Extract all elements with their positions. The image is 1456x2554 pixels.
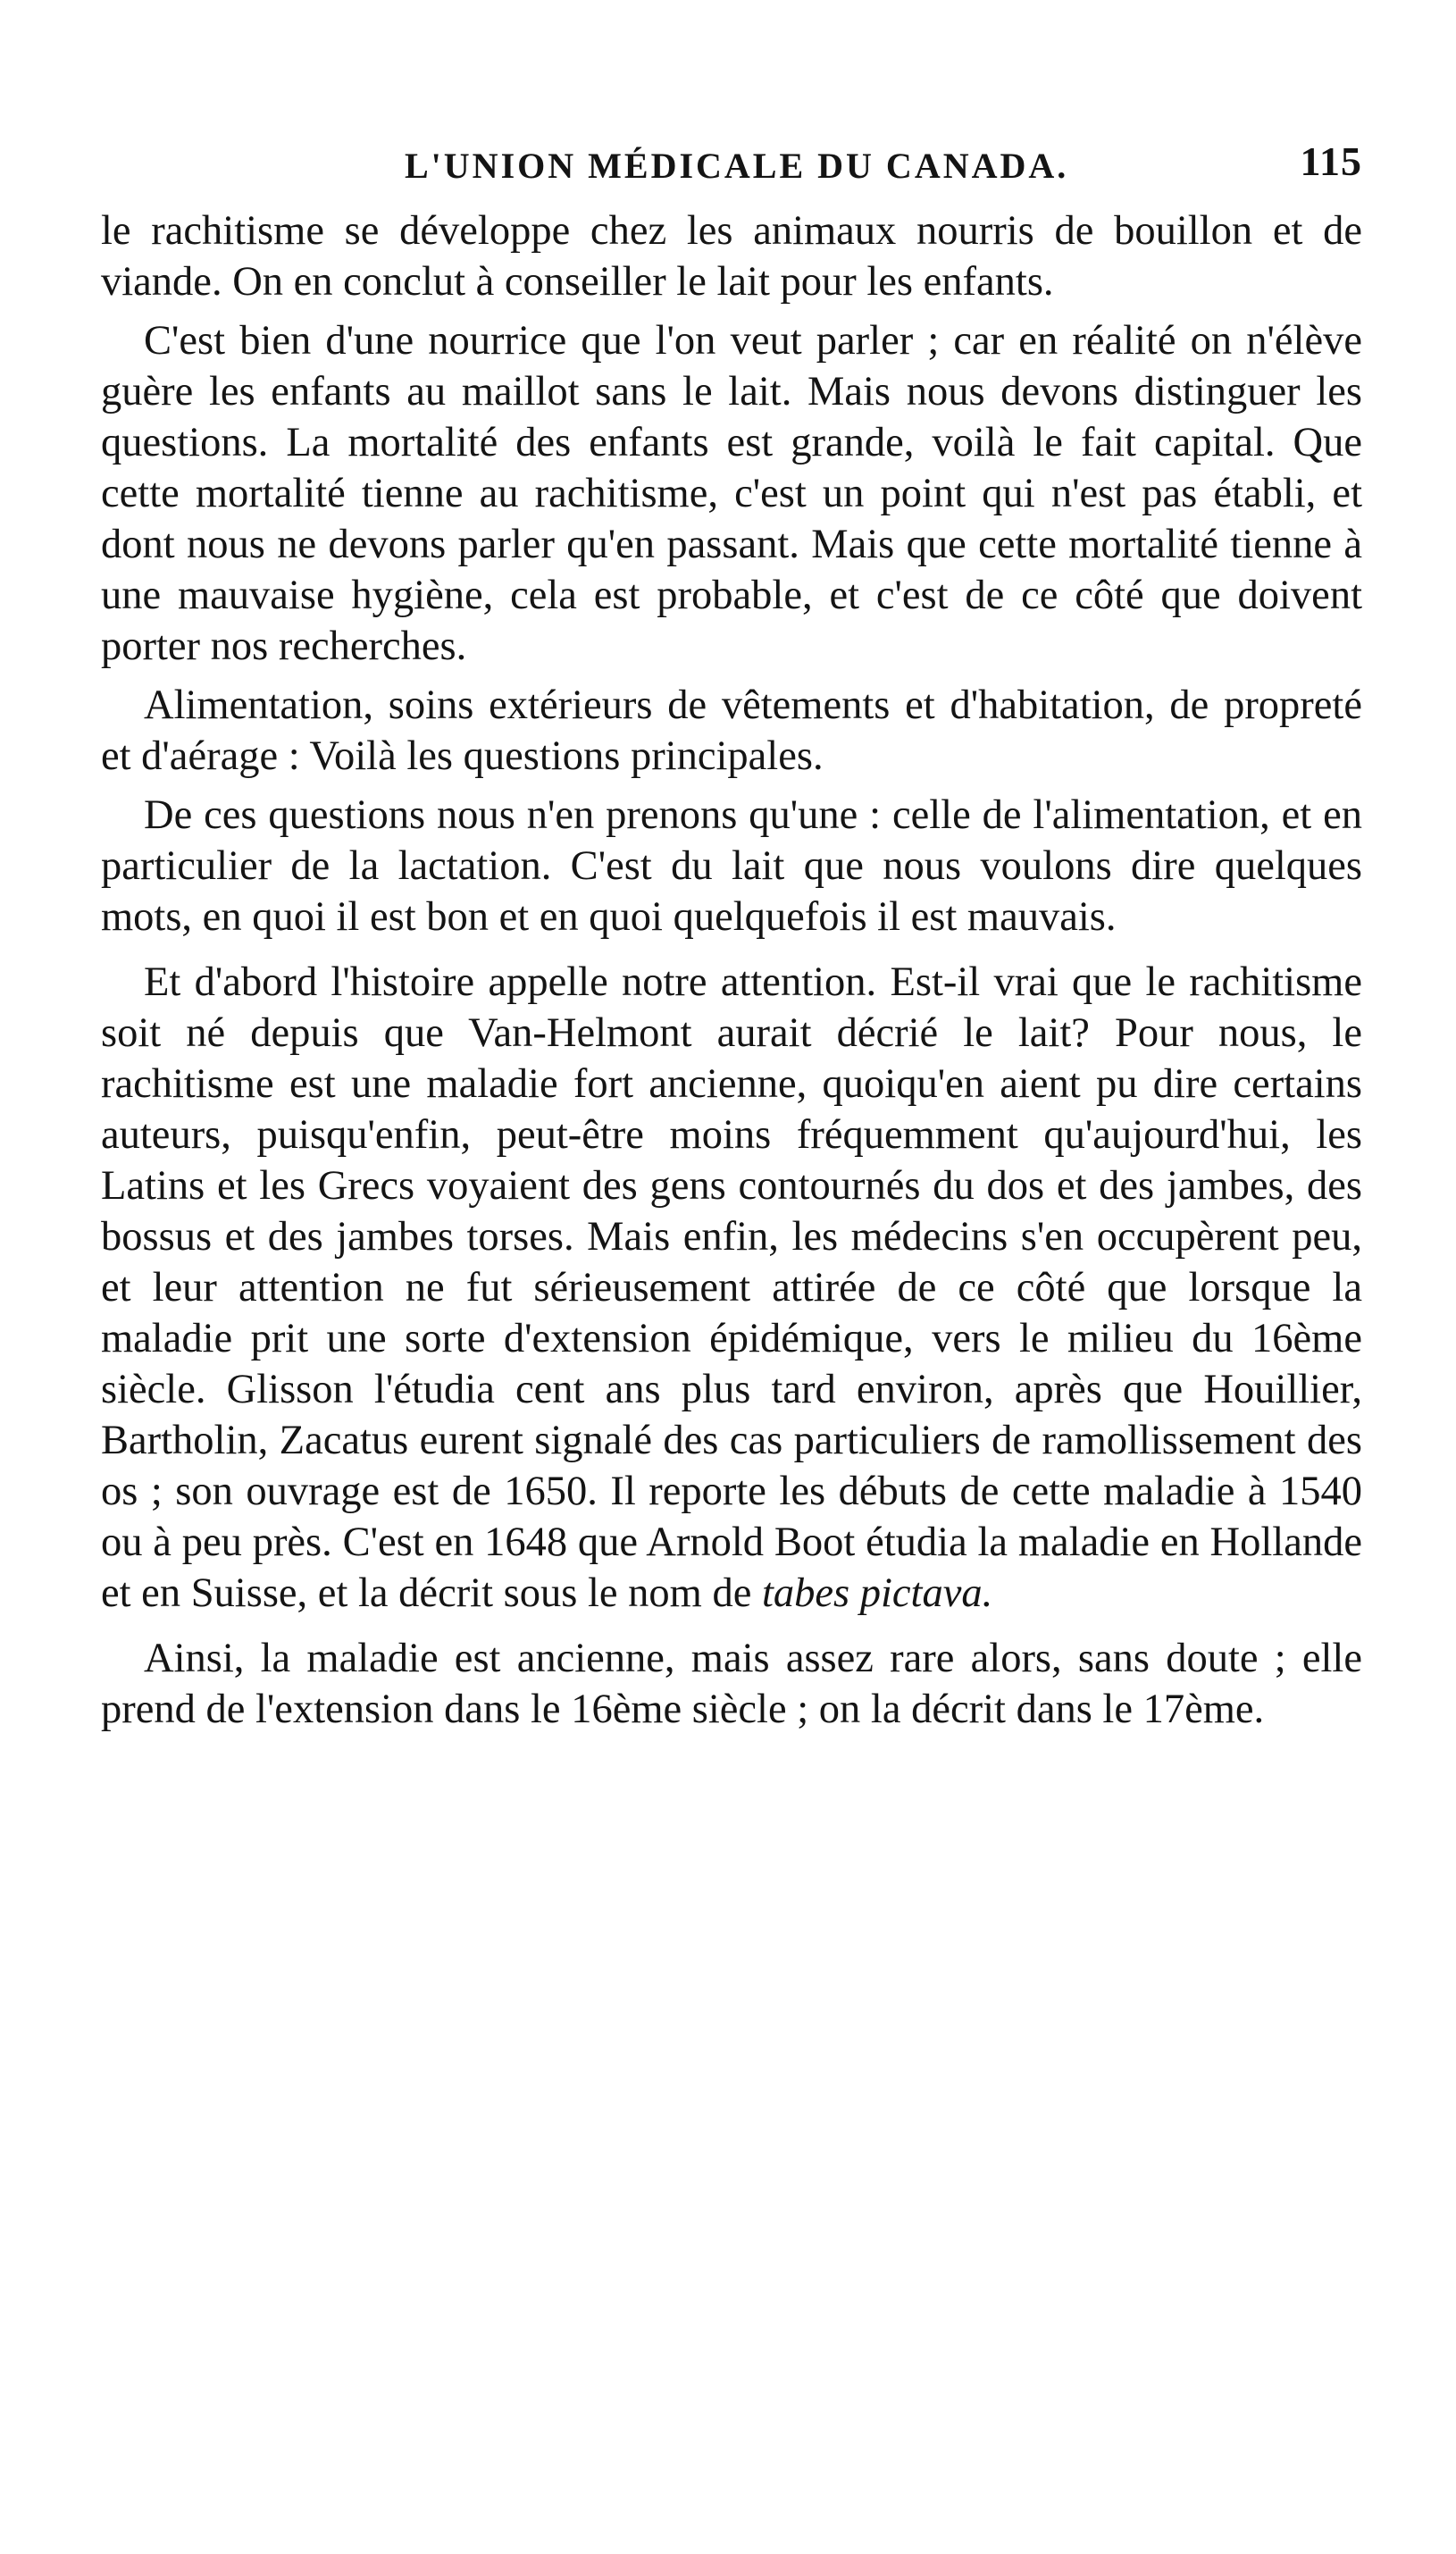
- paragraph-4: [101, 790, 1362, 942]
- running-header: [101, 134, 1362, 205]
- body-text: [101, 205, 1362, 1735]
- paragraph-2-text: C'est bien d'une nourrice que l'on veut parler ; car en réalité on n'élève guère les enfants au maillot sans le lait. Mais nous devons distinguer les questions. La mortalité des enfants est grande, voilà le fait capital. Que cette mortalité tienne au rachitisme, c'est un point qui n'est pas établi, et dont nous ne devons parler qu'en passant. Mais que cette mortalité tienne à une mauvaise hygiène, cela est probable, et c'est de ce côté que doivent porter nos recherches.: [101, 318, 1362, 669]
- page-number: 115: [1300, 138, 1362, 184]
- paragraph-3: [101, 680, 1362, 782]
- paragraph-5-text: Et d'abord l'histoire appelle notre attention. Est-il vrai que le rachitisme soit né depuis que Van-Helmont aurait décrié le lait? Pour nous, le rachitisme est une maladie fort ancienne, quoiqu'en aient pu dire certains auteurs, puisqu'enfin, peut-être moins fréquemment qu'aujourd'hui, les Latins et les Grecs voyaient des gens contournés du dos et des jambes, des bossus et des jambes torses. Mais enfin, les médecins s'en occupèrent peu, et leur attention ne fut sérieusement attirée de ce côté que lorsque la maladie prit une sorte d'extension épidémique, vers le milieu du 16ème siècle. Glisson l'étudia cent ans plus tard environ, après que Houillier, Bartholin, Zacatus eurent signalé des cas particuliers de ramollissement des os ; son ouvrage est de 1650. Il reporte les débuts de cette maladie à 1540 ou à peu près. C'est en 1648 que Arnold Boot étudia la maladie en Hollande et en Suisse, et la décrit sous le nom de: [101, 959, 1362, 1616]
- paragraph-6: [101, 1633, 1362, 1735]
- paragraph-5-italic-term: tabes pictava.: [761, 1570, 993, 1616]
- paragraph-5: [101, 957, 1362, 1619]
- paragraph-1-text: le rachitisme se développe chez les animaux nourris de bouillon et de viande. On en conclut à conseiller le lait pour les enfants.: [101, 208, 1362, 305]
- paragraph-4-text: De ces questions nous n'en prenons qu'une : celle de l'alimentation, et en particulier de la lactation. C'est du lait que nous voulons dire quelques mots, en quoi il est bon et en quoi quelquefois il est mauvais.: [101, 792, 1362, 940]
- paragraph-1: [101, 205, 1362, 307]
- paragraph-2: [101, 315, 1362, 672]
- paragraph-3-text: Alimentation, soins extérieurs de vêtements et d'habitation, de propreté et d'aérage : Voilà les questions principales.: [101, 682, 1362, 779]
- running-title: L'UNION MÉDICALE DU CANADA.: [405, 146, 1069, 186]
- paragraph-6-text: Ainsi, la maladie est ancienne, mais assez rare alors, sans doute ; elle prend de l'extension dans le 16ème siècle ; on la décrit dans le 17ème.: [101, 1636, 1362, 1732]
- book-page: [101, 134, 1362, 1743]
